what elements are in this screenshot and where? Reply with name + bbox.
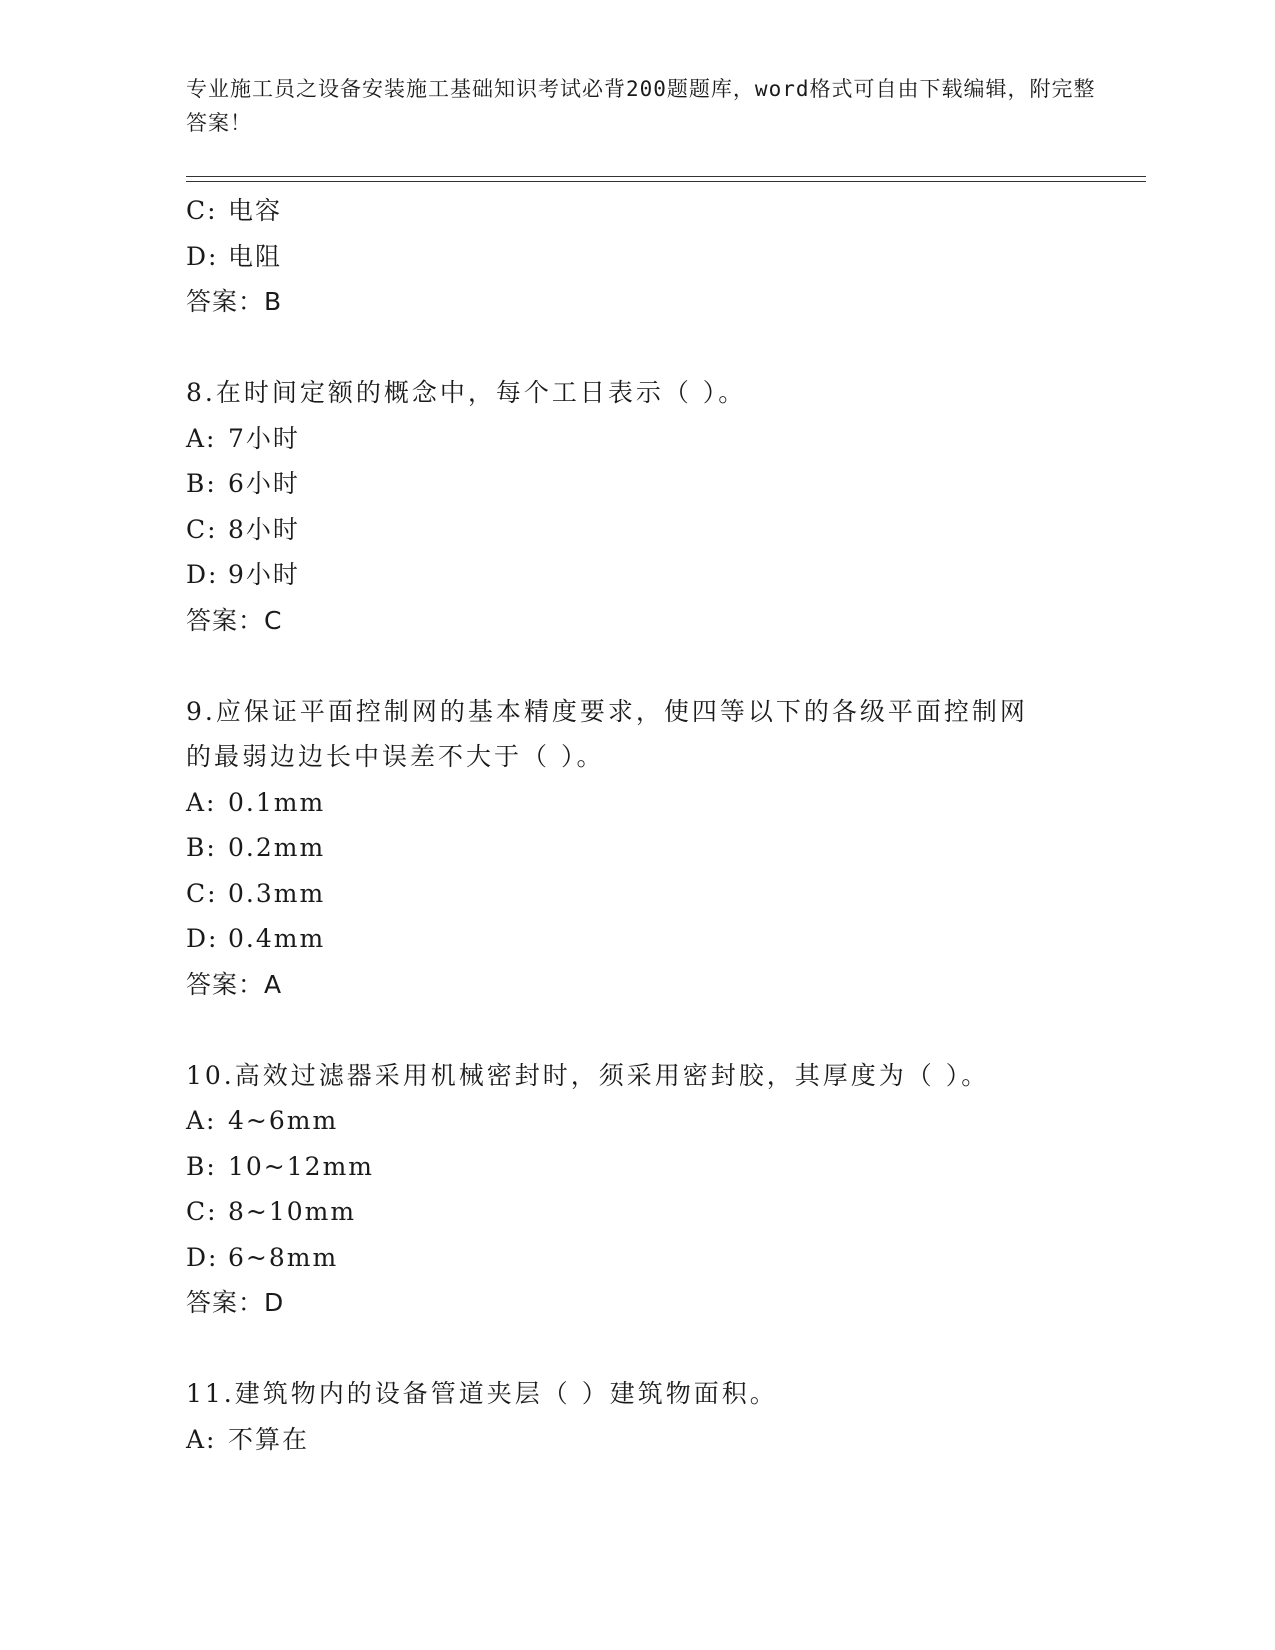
option-b: B: 6小时 (186, 469, 300, 498)
header-rule-bottom (186, 181, 1146, 182)
question-10-text: 10.高效过滤器采用机械密封时，须采用密封胶，其厚度为（ ）。 (186, 1060, 990, 1090)
answer-line: 答案：C (186, 605, 283, 635)
option-a: A: 4~6mm (186, 1106, 339, 1135)
answer-line: 答案：A (186, 969, 283, 999)
question-9-text-line2: 的最弱边边长中误差不大于（ ）。 (186, 742, 605, 771)
option-d: D: 电阻 (186, 241, 283, 271)
option-a: A: 不算在 (186, 1424, 310, 1454)
option-c: C: 电容 (186, 196, 283, 225)
question-11-text: 11.建筑物内的设备管道夹层（ ）建筑物面积。 (186, 1379, 778, 1408)
option-d: D: 6~8mm (186, 1242, 339, 1272)
option-b: B: 0.2mm (186, 833, 326, 862)
question-list (186, 188, 1086, 1462)
header-rule-top (186, 176, 1146, 177)
question-8-text: 8.在时间定额的概念中，每个工日表示（ ）。 (186, 378, 747, 407)
document-header: 专业施工员之设备安装施工基础知识考试必背200题题库，word格式可自由下载编辑，附完整答案！ (186, 77, 1096, 135)
option-c: C: 0.3mm (186, 878, 326, 908)
answer-line: 答案：D (186, 1288, 285, 1317)
option-c: C: 8小时 (186, 514, 300, 544)
answer-line: 答案：B (186, 287, 283, 316)
option-d: D: 9小时 (186, 560, 300, 589)
option-c: C: 8~10mm (186, 1197, 357, 1226)
option-a: A: 7小时 (186, 423, 300, 453)
option-a: A: 0.1mm (186, 787, 326, 817)
option-d: D: 0.4mm (186, 924, 326, 953)
question-9-text-line1: 9.应保证平面控制网的基本精度要求，使四等以下的各级平面控制网 (186, 696, 1028, 726)
option-b: B: 10~12mm (186, 1151, 374, 1181)
